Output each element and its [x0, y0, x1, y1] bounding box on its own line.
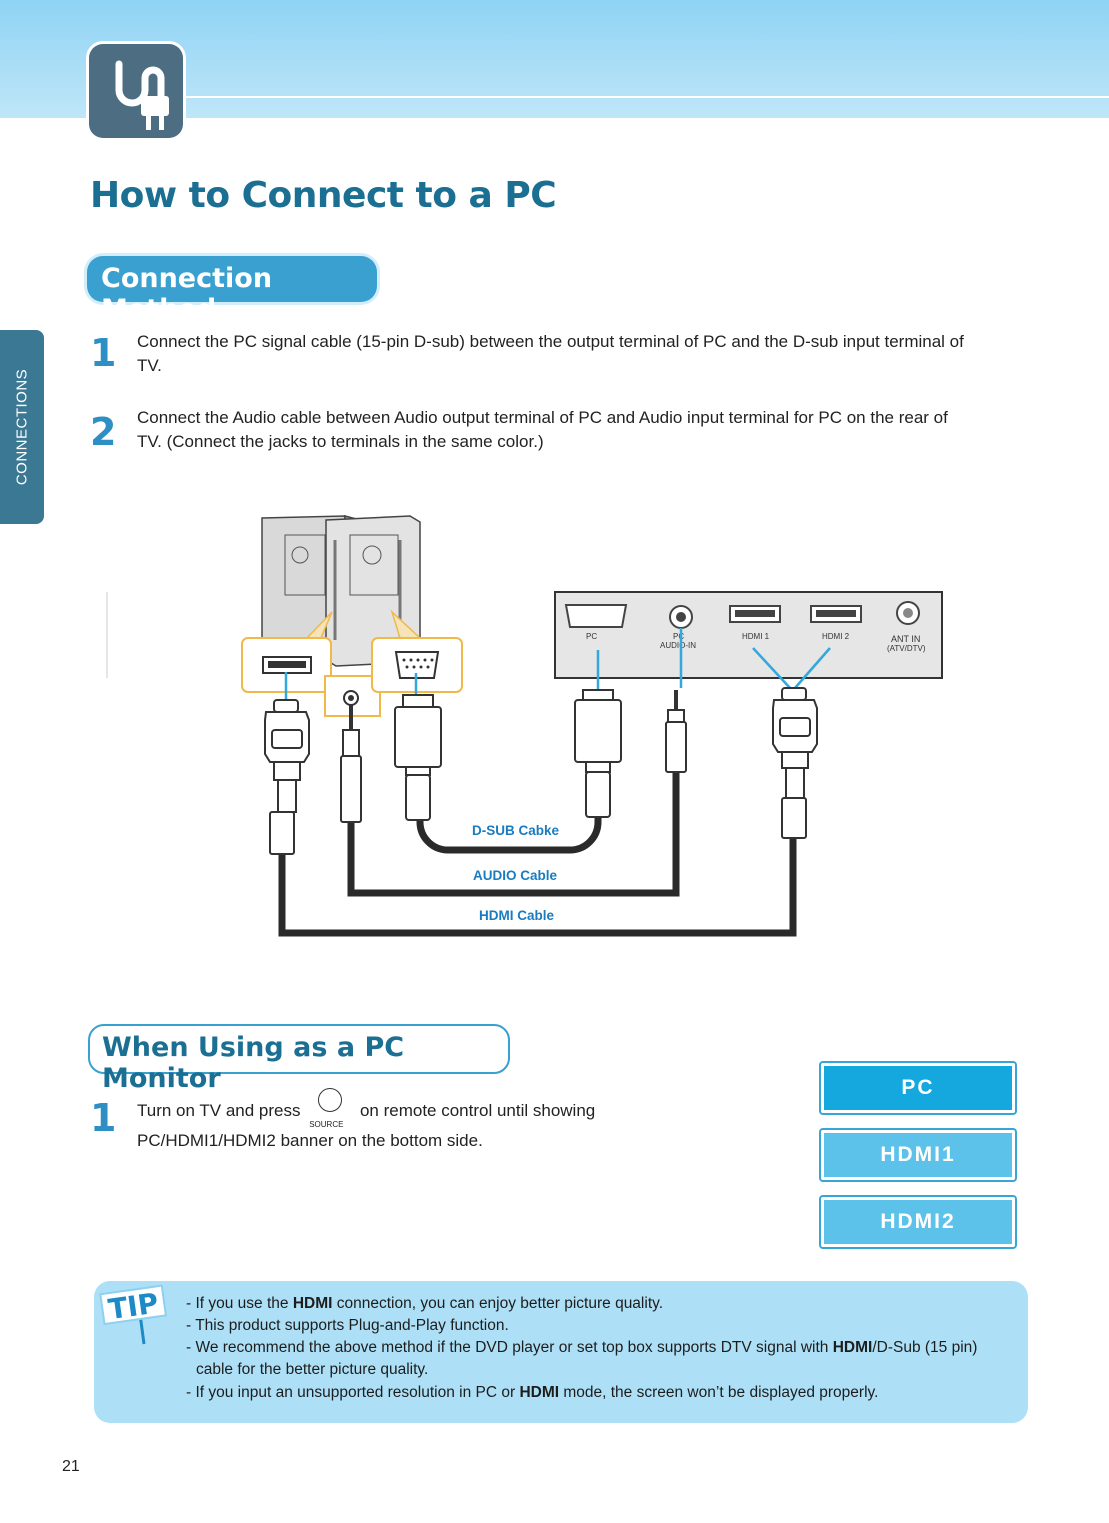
banner-label: PC — [824, 1066, 1012, 1110]
panel-label-hdmi1: HDMI 1 — [742, 632, 770, 641]
step-text-line: PC/HDMI1/HDMI2 banner on the bottom side. — [137, 1131, 483, 1150]
panel-label-pc: PC — [586, 632, 598, 641]
banner-pc — [819, 1061, 1017, 1115]
panel-label-pc-audio: PC — [673, 632, 685, 641]
hdmi-cable-label: HDMI Cable — [479, 908, 555, 923]
step-number: 2 — [90, 410, 117, 454]
pc-port-icon — [566, 605, 626, 627]
step-text-line: Connect the PC signal cable (15-pin D-sub) between the output terminal of PC and the D-sub input terminal of — [137, 332, 964, 351]
hdmi-plug-icon — [773, 688, 817, 838]
panel-label-ant: ANT IN — [891, 634, 921, 644]
audio-plug-icon — [666, 690, 686, 772]
banner-label: HDMI2 — [824, 1200, 1012, 1244]
dsub-cable-label: D-SUB Cabke — [472, 823, 560, 838]
step-text-line: Connect the Audio cable between Audio output terminal of PC and Audio input terminal for PC on the rear of — [137, 408, 948, 427]
banner-hdmi2 — [819, 1195, 1017, 1249]
step-number: 1 — [90, 331, 117, 375]
hdmi-plug-icon — [265, 700, 309, 854]
tip-label: TIP — [106, 1286, 161, 1327]
source-button-icon — [305, 1096, 355, 1129]
section-heading-pc-monitor — [88, 1024, 510, 1094]
step-text-line: TV. (Connect the jacks to terminals in the same color.) — [137, 432, 544, 451]
step-text-line — [137, 1096, 596, 1129]
section-heading-label: When Using as a PC Monitor — [102, 1032, 405, 1094]
step-text-part: on remote control until showing — [359, 1101, 596, 1120]
page-title: How to Connect to a PC — [90, 175, 557, 216]
step-text-line: TV. — [137, 356, 162, 375]
dsub-plug-icon — [395, 695, 441, 820]
page-number: 21 — [62, 1458, 80, 1475]
tip-line: - This product supports Plug-and-Play function. — [186, 1317, 509, 1334]
tip-line: cable for the better picture quality. — [196, 1361, 429, 1378]
step-text-part: Turn on TV and press — [137, 1101, 301, 1120]
tip-line: - If you input an unsupported resolution in PC or HDMI mode, the screen won’t be displayed properly. — [186, 1384, 879, 1401]
banner-label: HDMI1 — [824, 1133, 1012, 1177]
source-button-label: SOURCE — [309, 1120, 344, 1129]
step-text — [137, 1096, 595, 1156]
tip-line: - We recommend the above method if the DVD player or set top box supports DTV signal with HDMI/D-Sub (15 pin) — [186, 1339, 978, 1356]
tip-line: - If you use the HDMI connection, you can enjoy better picture quality. — [186, 1295, 664, 1312]
section-heading-label: Connection Method — [101, 263, 273, 325]
dsub-plug-icon — [575, 690, 621, 817]
audio-cable-label: AUDIO Cable — [473, 868, 558, 883]
tip-sign-icon — [96, 1284, 168, 1346]
banner-hdmi1 — [819, 1128, 1017, 1182]
panel-label-hdmi2: HDMI 2 — [822, 632, 850, 641]
panel-label-atv: (ATV/DTV) — [887, 644, 926, 653]
step-number: 1 — [90, 1096, 117, 1140]
tip-box — [94, 1281, 1028, 1423]
panel-label-audio-in: AUDIO-IN — [660, 641, 696, 650]
audio-plug-icon — [341, 705, 361, 822]
side-tab-label: CONNECTIONS — [13, 368, 31, 486]
